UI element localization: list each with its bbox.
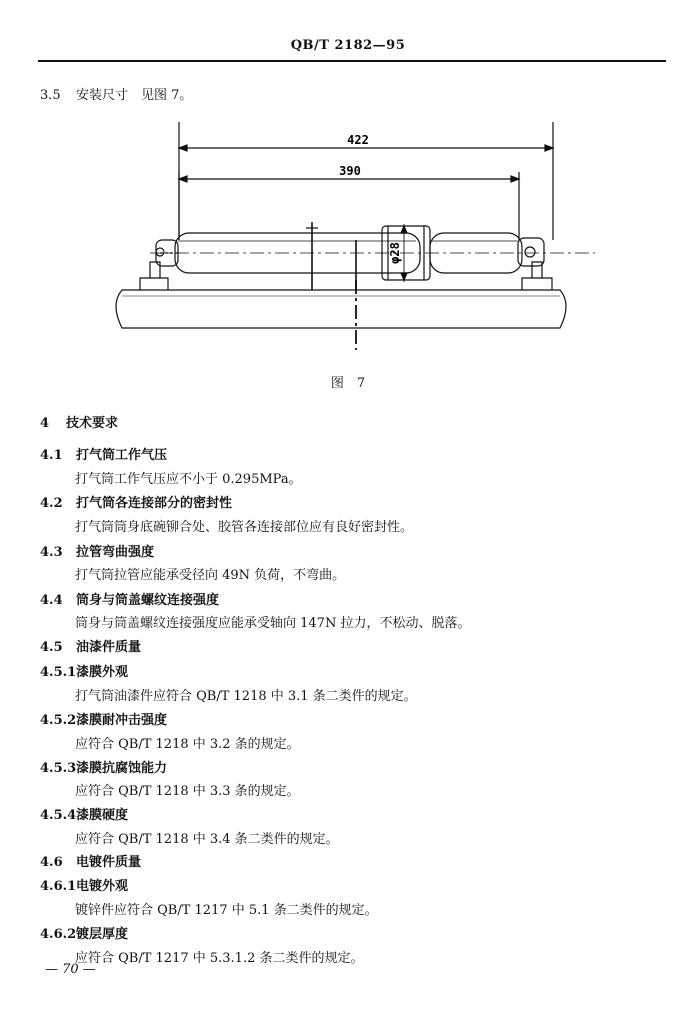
- section-text: 安装尺寸 见图 7。: [76, 88, 193, 103]
- requirement-heading: [40, 636, 141, 655]
- section-number: 4: [40, 416, 50, 431]
- left-pivot: [156, 248, 164, 256]
- requirement-body: 打气筒拉管应能承受径向 49N 负荷，不弯曲。: [75, 568, 346, 583]
- requirement-body: 筒身与筒盖螺纹连接强度应能承受轴向 147N 拉力，不松动、脱落。: [75, 616, 471, 631]
- figure-caption: 图 7: [330, 376, 366, 391]
- requirement-number: 4.6.1: [40, 879, 77, 894]
- requirement-number: 4.5.3: [40, 761, 77, 776]
- arrowhead: [401, 273, 407, 280]
- right-clamp-post: [532, 262, 542, 278]
- requirement-number: 4.5: [40, 640, 63, 655]
- requirement-number: 4.2: [40, 496, 63, 511]
- requirement-title: 漆膜外观: [76, 665, 129, 680]
- requirement-title: 油漆件质量: [76, 640, 142, 655]
- dimension-label-overall: 422: [347, 133, 369, 147]
- requirement-number: 4.5.4: [40, 808, 77, 823]
- left-clamp: [140, 278, 168, 290]
- requirement-number: 4.3: [40, 545, 63, 560]
- requirement-heading: [40, 804, 128, 823]
- requirement-title: 拉管弯曲强度: [76, 545, 155, 560]
- requirement-heading: [40, 661, 128, 680]
- requirement-heading: [40, 875, 128, 894]
- requirement-number: 4.1: [40, 448, 63, 463]
- requirement-heading: [40, 541, 154, 560]
- dimension-label-inner: 390: [339, 164, 361, 178]
- right-pivot: [525, 247, 535, 257]
- section-4-heading: [40, 412, 118, 431]
- arrowhead: [179, 145, 187, 151]
- requirement-title: 漆膜耐冲击强度: [76, 713, 168, 728]
- standard-code-header: QB/T 2182—95: [290, 38, 406, 53]
- requirement-body: 打气筒筒身底碗铆合处、胶管各连接部位应有良好密封性。: [75, 520, 414, 535]
- dimension-label-diameter: φ28: [388, 242, 402, 264]
- arrowhead: [511, 176, 519, 182]
- arrowhead: [179, 176, 187, 182]
- requirement-number: 4.5.2: [40, 713, 77, 728]
- arrowhead: [401, 226, 407, 233]
- section-3-5: [40, 84, 192, 103]
- requirement-body: 打气筒油漆件应符合 QB/T 1218 中 3.1 条二类件的规定。: [75, 689, 417, 704]
- requirement-heading: [40, 923, 128, 942]
- section-title: 技术要求: [66, 416, 119, 431]
- page-number: — 70 —: [45, 962, 96, 977]
- requirement-title: 电镀外观: [76, 879, 129, 894]
- requirement-heading: [40, 757, 167, 776]
- right-clamp: [522, 278, 552, 290]
- requirement-heading: [40, 444, 167, 463]
- requirement-body: 应符合 QB/T 1218 中 3.3 条的规定。: [75, 784, 300, 799]
- requirement-title: 电镀件质量: [76, 855, 142, 870]
- header-rule: [38, 60, 666, 62]
- requirement-title: 镀层厚度: [76, 927, 129, 942]
- requirement-body: 镀锌件应符合 QB/T 1217 中 5.1 条二类件的规定。: [75, 903, 378, 918]
- requirement-title: 打气筒工作气压: [76, 448, 168, 463]
- requirement-title: 漆膜抗腐蚀能力: [76, 761, 168, 776]
- requirement-body: 应符合 QB/T 1218 中 3.2 条的规定。: [75, 737, 300, 752]
- requirement-heading: [40, 589, 219, 608]
- requirement-number: 4.4: [40, 593, 63, 608]
- requirement-body: 应符合 QB/T 1217 中 5.3.1.2 条二类件的规定。: [75, 951, 364, 966]
- requirement-number: 4.6: [40, 855, 63, 870]
- requirement-title: 筒身与筒盖螺纹连接强度: [76, 593, 220, 608]
- requirement-number: 4.6.2: [40, 927, 77, 942]
- requirement-title: 打气筒各连接部分的密封性: [76, 496, 233, 511]
- requirement-body: 打气筒工作气压应不小于 0.295MPa。: [75, 472, 302, 487]
- requirement-body: 应符合 QB/T 1218 中 3.4 条二类件的规定。: [75, 832, 339, 847]
- section-number: 3.5: [40, 88, 61, 103]
- requirement-heading: [40, 851, 141, 870]
- arrowhead: [545, 145, 553, 151]
- requirement-heading: [40, 492, 232, 511]
- requirement-title: 漆膜硬度: [76, 808, 129, 823]
- requirement-number: 4.5.1: [40, 665, 77, 680]
- requirement-heading: [40, 709, 167, 728]
- figure-7-pump-mounting-drawing: [0, 110, 696, 360]
